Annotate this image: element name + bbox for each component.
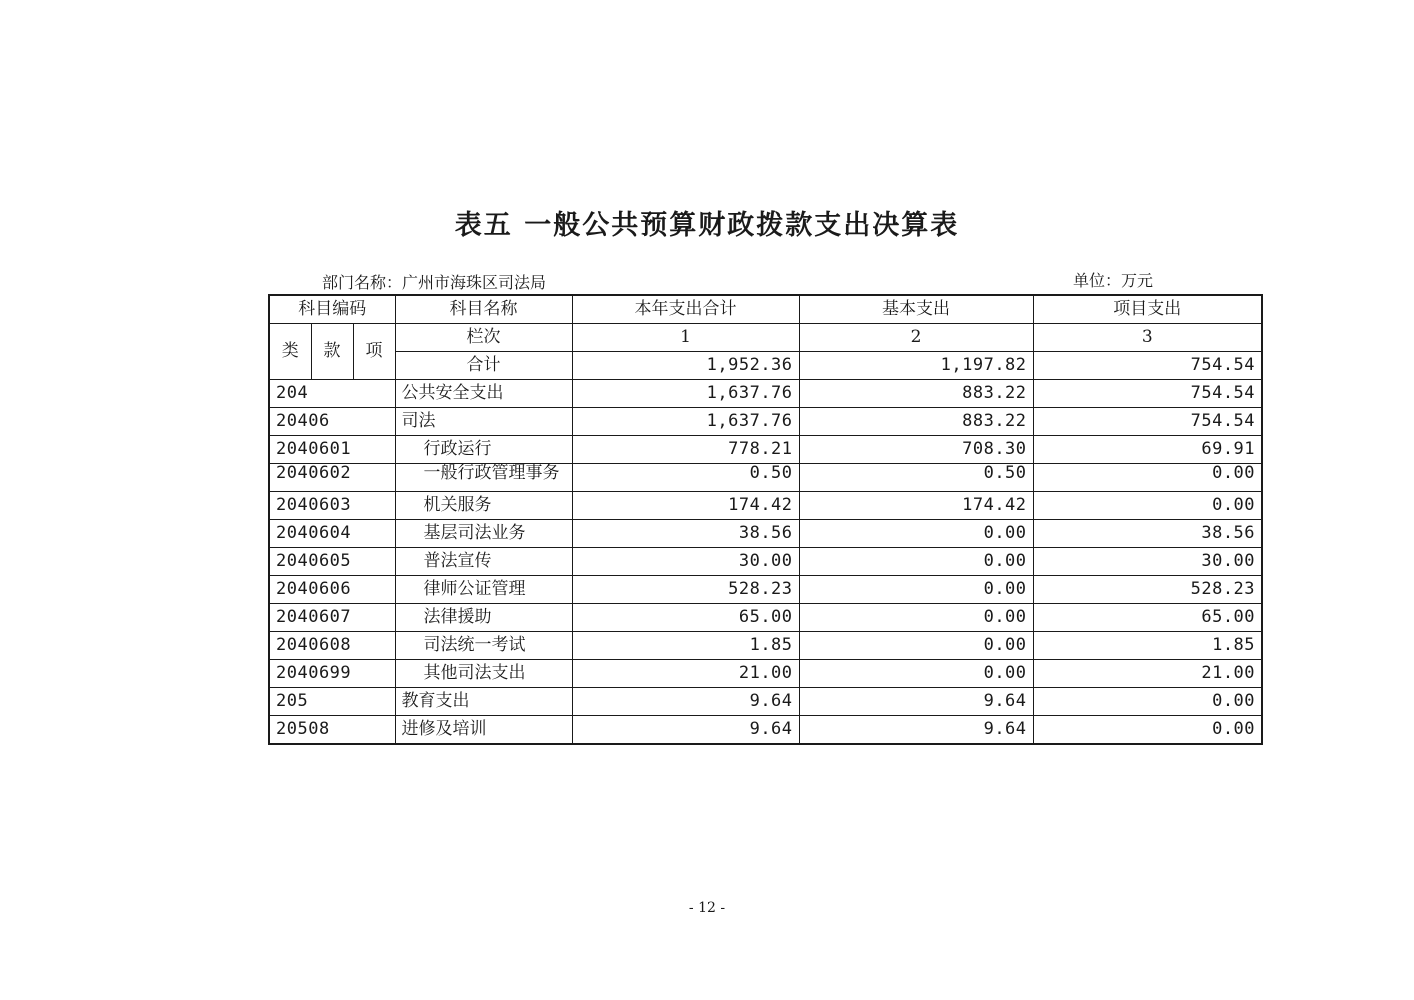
row-total: 1,637.76 bbox=[572, 380, 799, 408]
row-project: 30.00 bbox=[1033, 548, 1262, 576]
header-project: 项目支出 bbox=[1033, 295, 1262, 324]
row-code: 2040602 bbox=[269, 464, 395, 492]
row-project: 21.00 bbox=[1033, 660, 1262, 688]
header-name: 科目名称 bbox=[395, 295, 572, 324]
row-total: 9.64 bbox=[572, 716, 799, 745]
row-project: 528.23 bbox=[1033, 576, 1262, 604]
row-total: 65.00 bbox=[572, 604, 799, 632]
row-code: 2040606 bbox=[269, 576, 395, 604]
department-name: 部门名称：广州市海珠区司法局 bbox=[322, 273, 547, 292]
row-project: 0.00 bbox=[1033, 464, 1262, 492]
row-basic: 0.00 bbox=[799, 632, 1033, 660]
row-name: 行政运行 bbox=[395, 436, 572, 464]
level-kuan: 款 bbox=[311, 324, 353, 380]
header-basic: 基本支出 bbox=[799, 295, 1033, 324]
row-basic: 9.64 bbox=[799, 688, 1033, 716]
total-basic: 1,197.82 bbox=[799, 352, 1033, 380]
row-code: 2040605 bbox=[269, 548, 395, 576]
row-project: 0.00 bbox=[1033, 688, 1262, 716]
row-basic: 708.30 bbox=[799, 436, 1033, 464]
unit-label: 单位：万元 bbox=[1073, 271, 1154, 290]
table-row bbox=[269, 576, 1262, 604]
row-name: 普法宣传 bbox=[395, 548, 572, 576]
row-project: 65.00 bbox=[1033, 604, 1262, 632]
row-code: 20406 bbox=[269, 408, 395, 436]
row-basic: 0.00 bbox=[799, 660, 1033, 688]
row-name: 法律援助 bbox=[395, 604, 572, 632]
table-row bbox=[269, 464, 1262, 492]
row-basic: 883.22 bbox=[799, 408, 1033, 436]
row-basic: 0.00 bbox=[799, 604, 1033, 632]
row-total: 30.00 bbox=[572, 548, 799, 576]
row-project: 754.54 bbox=[1033, 380, 1262, 408]
row-name: 基层司法业务 bbox=[395, 520, 572, 548]
table-row bbox=[269, 548, 1262, 576]
row-name: 公共安全支出 bbox=[395, 380, 572, 408]
row-name: 司法统一考试 bbox=[395, 632, 572, 660]
table-row bbox=[269, 716, 1262, 745]
row-name: 机关服务 bbox=[395, 492, 572, 520]
row-code: 204 bbox=[269, 380, 395, 408]
row-project: 1.85 bbox=[1033, 632, 1262, 660]
row-total: 528.23 bbox=[572, 576, 799, 604]
row-project: 754.54 bbox=[1033, 408, 1262, 436]
row-total: 1.85 bbox=[572, 632, 799, 660]
total-project: 754.54 bbox=[1033, 352, 1262, 380]
row-project: 0.00 bbox=[1033, 716, 1262, 745]
table-row bbox=[269, 408, 1262, 436]
level-lei: 类 bbox=[269, 324, 311, 380]
total-row bbox=[269, 352, 1262, 380]
header-row bbox=[269, 295, 1262, 324]
table-row bbox=[269, 688, 1262, 716]
row-basic: 883.22 bbox=[799, 380, 1033, 408]
row-code: 2040601 bbox=[269, 436, 395, 464]
table-row bbox=[269, 492, 1262, 520]
row-total: 38.56 bbox=[572, 520, 799, 548]
table-row bbox=[269, 604, 1262, 632]
row-code: 2040607 bbox=[269, 604, 395, 632]
header-code: 科目编码 bbox=[269, 295, 395, 324]
row-name: 律师公证管理 bbox=[395, 576, 572, 604]
budget-table bbox=[268, 294, 1263, 745]
column-index-3: 3 bbox=[1033, 324, 1262, 352]
row-total: 174.42 bbox=[572, 492, 799, 520]
table-row bbox=[269, 520, 1262, 548]
row-project: 0.00 bbox=[1033, 492, 1262, 520]
row-name: 一般行政管理事务 bbox=[395, 464, 572, 492]
row-project: 69.91 bbox=[1033, 436, 1262, 464]
row-basic: 174.42 bbox=[799, 492, 1033, 520]
table-row bbox=[269, 436, 1262, 464]
header-total: 本年支出合计 bbox=[572, 295, 799, 324]
row-basic: 0.00 bbox=[799, 576, 1033, 604]
level-xiang: 项 bbox=[353, 324, 395, 380]
row-name: 其他司法支出 bbox=[395, 660, 572, 688]
row-code: 2040699 bbox=[269, 660, 395, 688]
row-name: 司法 bbox=[395, 408, 572, 436]
table-row bbox=[269, 632, 1262, 660]
table-title: 表五 一般公共预算财政拨款支出决算表 bbox=[454, 210, 960, 241]
row-code: 20508 bbox=[269, 716, 395, 745]
page-number: - 12 - bbox=[688, 900, 726, 916]
row-code: 2040604 bbox=[269, 520, 395, 548]
row-code: 2040608 bbox=[269, 632, 395, 660]
row-basic: 9.64 bbox=[799, 716, 1033, 745]
row-name: 进修及培训 bbox=[395, 716, 572, 745]
table-row bbox=[269, 380, 1262, 408]
column-index-2: 2 bbox=[799, 324, 1033, 352]
row-total: 21.00 bbox=[572, 660, 799, 688]
total-sum: 1,952.36 bbox=[572, 352, 799, 380]
row-total: 9.64 bbox=[572, 688, 799, 716]
row-total: 0.50 bbox=[572, 464, 799, 492]
row-total: 778.21 bbox=[572, 436, 799, 464]
row-code: 205 bbox=[269, 688, 395, 716]
row-basic: 0.00 bbox=[799, 520, 1033, 548]
row-total: 1,637.76 bbox=[572, 408, 799, 436]
table-row bbox=[269, 660, 1262, 688]
column-index-label: 栏次 bbox=[395, 324, 572, 352]
total-label: 合计 bbox=[395, 352, 572, 380]
column-index-1: 1 bbox=[572, 324, 799, 352]
row-basic: 0.50 bbox=[799, 464, 1033, 492]
row-name: 教育支出 bbox=[395, 688, 572, 716]
row-code: 2040603 bbox=[269, 492, 395, 520]
row-project: 38.56 bbox=[1033, 520, 1262, 548]
column-index-row bbox=[269, 324, 1262, 352]
row-basic: 0.00 bbox=[799, 548, 1033, 576]
